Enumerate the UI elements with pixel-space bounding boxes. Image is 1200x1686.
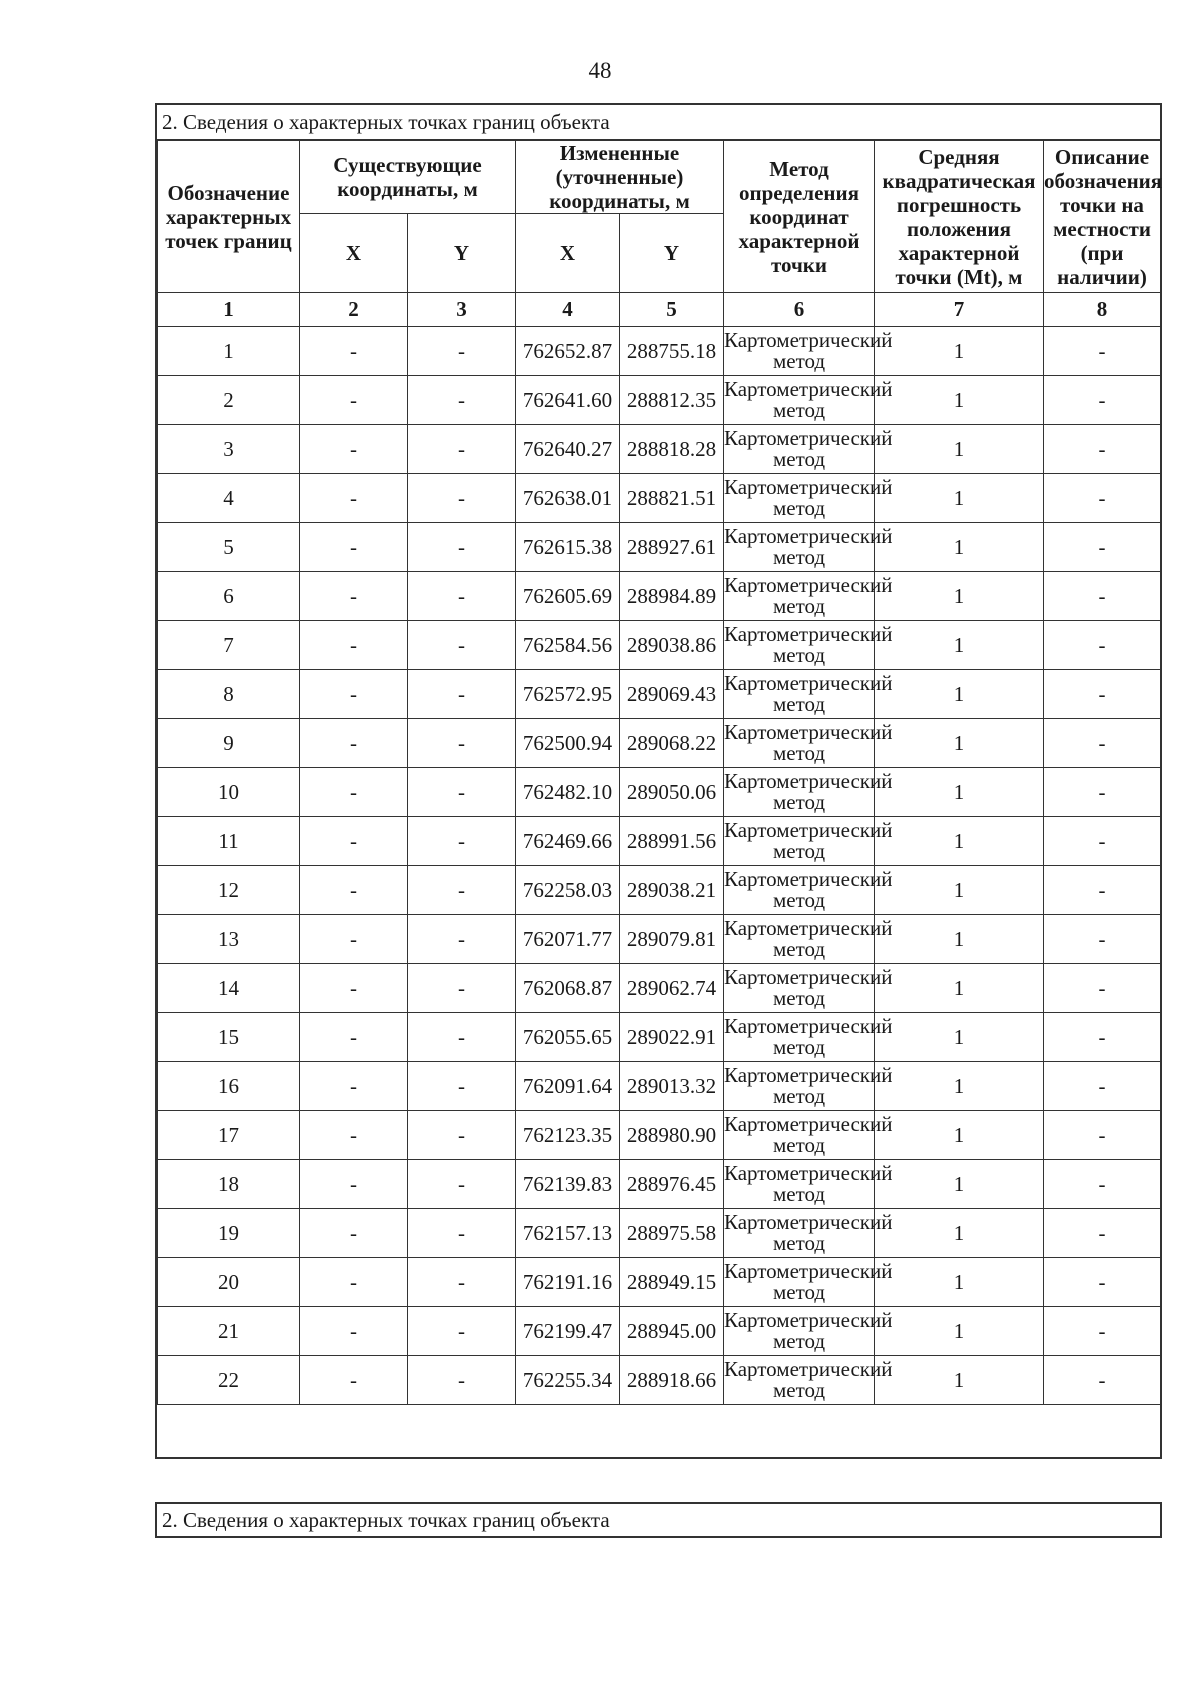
- point-id-cell: 16: [158, 1062, 300, 1111]
- error-cell: 1: [875, 670, 1044, 719]
- existing-y-cell: -: [408, 817, 516, 866]
- table-row: [158, 1307, 1161, 1356]
- existing-y-cell: -: [408, 1258, 516, 1307]
- existing-x-cell: -: [300, 572, 408, 621]
- changed-x-cell: 762139.83: [516, 1160, 620, 1209]
- existing-x-cell: -: [300, 1062, 408, 1111]
- page-number: 48: [588, 58, 612, 83]
- method-cell: Картометрический метод: [724, 621, 875, 670]
- header-description: Описание обозначения точки на местности (при наличии): [1044, 141, 1161, 293]
- description-cell: -: [1044, 621, 1161, 670]
- existing-x-cell: -: [300, 670, 408, 719]
- point-id-cell: 3: [158, 425, 300, 474]
- changed-y-cell: 288991.56: [620, 817, 724, 866]
- description-cell: -: [1044, 866, 1161, 915]
- points-table: [157, 140, 1161, 1405]
- method-cell: Картометрический метод: [724, 474, 875, 523]
- table-row: [158, 866, 1161, 915]
- existing-x-cell: -: [300, 621, 408, 670]
- existing-x-cell: -: [300, 474, 408, 523]
- column-number-row: [158, 293, 1161, 327]
- error-cell: 1: [875, 1356, 1044, 1405]
- point-id-cell: 2: [158, 376, 300, 425]
- existing-y-cell: -: [408, 866, 516, 915]
- description-cell: -: [1044, 915, 1161, 964]
- changed-y-cell: 288918.66: [620, 1356, 724, 1405]
- header-changed-y: Y: [620, 214, 724, 293]
- method-cell: Картометрический метод: [724, 964, 875, 1013]
- existing-x-cell: -: [300, 964, 408, 1013]
- changed-x-cell: 762641.60: [516, 376, 620, 425]
- existing-y-cell: -: [408, 425, 516, 474]
- error-cell: 1: [875, 474, 1044, 523]
- existing-y-cell: -: [408, 1013, 516, 1062]
- existing-x-cell: -: [300, 1160, 408, 1209]
- existing-x-cell: -: [300, 768, 408, 817]
- method-cell: Картометрический метод: [724, 1356, 875, 1405]
- changed-y-cell: 288755.18: [620, 327, 724, 376]
- changed-x-cell: 762199.47: [516, 1307, 620, 1356]
- error-cell: 1: [875, 817, 1044, 866]
- existing-y-cell: -: [408, 572, 516, 621]
- existing-y-cell: -: [408, 474, 516, 523]
- error-cell: 1: [875, 719, 1044, 768]
- column-number: 4: [516, 293, 620, 327]
- existing-x-cell: -: [300, 1013, 408, 1062]
- changed-y-cell: 288812.35: [620, 376, 724, 425]
- changed-x-cell: 762572.95: [516, 670, 620, 719]
- table-row: [158, 1111, 1161, 1160]
- changed-y-cell: 288927.61: [620, 523, 724, 572]
- existing-x-cell: -: [300, 425, 408, 474]
- table-row: [158, 474, 1161, 523]
- changed-y-cell: 288821.51: [620, 474, 724, 523]
- point-id-cell: 1: [158, 327, 300, 376]
- changed-y-cell: 288949.15: [620, 1258, 724, 1307]
- point-id-cell: 5: [158, 523, 300, 572]
- table-row: [158, 915, 1161, 964]
- changed-x-cell: 762055.65: [516, 1013, 620, 1062]
- changed-x-cell: 762605.69: [516, 572, 620, 621]
- changed-x-cell: 762191.16: [516, 1258, 620, 1307]
- changed-x-cell: 762469.66: [516, 817, 620, 866]
- method-cell: Картометрический метод: [724, 425, 875, 474]
- column-number: 5: [620, 293, 724, 327]
- column-number: 3: [408, 293, 516, 327]
- description-cell: -: [1044, 1209, 1161, 1258]
- point-id-cell: 17: [158, 1111, 300, 1160]
- points-table-body: [158, 327, 1161, 1405]
- existing-x-cell: -: [300, 719, 408, 768]
- table-row: [158, 1209, 1161, 1258]
- changed-x-cell: 762640.27: [516, 425, 620, 474]
- point-id-cell: 21: [158, 1307, 300, 1356]
- table-row: [158, 572, 1161, 621]
- point-id-cell: 19: [158, 1209, 300, 1258]
- table-row: [158, 719, 1161, 768]
- error-cell: 1: [875, 866, 1044, 915]
- method-cell: Картометрический метод: [724, 1160, 875, 1209]
- method-cell: Картометрический метод: [724, 817, 875, 866]
- point-id-cell: 11: [158, 817, 300, 866]
- changed-y-cell: 289038.21: [620, 866, 724, 915]
- existing-x-cell: -: [300, 376, 408, 425]
- table-row: [158, 621, 1161, 670]
- header-existing-x: X: [300, 214, 408, 293]
- point-id-cell: 15: [158, 1013, 300, 1062]
- existing-x-cell: -: [300, 523, 408, 572]
- point-id-cell: 7: [158, 621, 300, 670]
- column-number: 6: [724, 293, 875, 327]
- description-cell: -: [1044, 964, 1161, 1013]
- error-cell: 1: [875, 1111, 1044, 1160]
- existing-x-cell: -: [300, 915, 408, 964]
- table-row: [158, 1160, 1161, 1209]
- changed-x-cell: 762584.56: [516, 621, 620, 670]
- point-id-cell: 10: [158, 768, 300, 817]
- existing-y-cell: -: [408, 915, 516, 964]
- existing-x-cell: -: [300, 1356, 408, 1405]
- header-designation: Обозначение характерных точек границ: [158, 141, 300, 293]
- changed-y-cell: 289022.91: [620, 1013, 724, 1062]
- table-row: [158, 768, 1161, 817]
- error-cell: 1: [875, 621, 1044, 670]
- changed-y-cell: 288976.45: [620, 1160, 724, 1209]
- error-cell: 1: [875, 1013, 1044, 1062]
- existing-x-cell: -: [300, 1307, 408, 1356]
- existing-y-cell: -: [408, 327, 516, 376]
- method-cell: Картометрический метод: [724, 376, 875, 425]
- existing-x-cell: -: [300, 866, 408, 915]
- method-cell: Картометрический метод: [724, 1258, 875, 1307]
- header-changed-x: X: [516, 214, 620, 293]
- changed-x-cell: 762091.64: [516, 1062, 620, 1111]
- header-existing-y: Y: [408, 214, 516, 293]
- method-cell: Картометрический метод: [724, 1111, 875, 1160]
- method-cell: Картометрический метод: [724, 523, 875, 572]
- table-row: [158, 1013, 1161, 1062]
- changed-y-cell: 288975.58: [620, 1209, 724, 1258]
- method-cell: Картометрический метод: [724, 670, 875, 719]
- changed-x-cell: 762071.77: [516, 915, 620, 964]
- description-cell: -: [1044, 719, 1161, 768]
- changed-x-cell: 762157.13: [516, 1209, 620, 1258]
- changed-x-cell: 762255.34: [516, 1356, 620, 1405]
- error-cell: 1: [875, 964, 1044, 1013]
- description-cell: -: [1044, 1062, 1161, 1111]
- changed-y-cell: 288818.28: [620, 425, 724, 474]
- existing-y-cell: -: [408, 1209, 516, 1258]
- point-id-cell: 4: [158, 474, 300, 523]
- existing-x-cell: -: [300, 817, 408, 866]
- description-cell: -: [1044, 1013, 1161, 1062]
- next-section: [155, 1502, 1162, 1538]
- changed-x-cell: 762500.94: [516, 719, 620, 768]
- changed-y-cell: 289038.86: [620, 621, 724, 670]
- description-cell: -: [1044, 474, 1161, 523]
- section-title: 2. Сведения о характерных точках границ объекта: [157, 105, 1160, 140]
- description-cell: -: [1044, 425, 1161, 474]
- method-cell: Картометрический метод: [724, 1307, 875, 1356]
- existing-x-cell: -: [300, 1209, 408, 1258]
- error-cell: 1: [875, 1062, 1044, 1111]
- existing-y-cell: -: [408, 964, 516, 1013]
- method-cell: Картометрический метод: [724, 768, 875, 817]
- method-cell: Картометрический метод: [724, 1062, 875, 1111]
- point-id-cell: 14: [158, 964, 300, 1013]
- description-cell: -: [1044, 1111, 1161, 1160]
- changed-y-cell: 289062.74: [620, 964, 724, 1013]
- existing-y-cell: -: [408, 768, 516, 817]
- changed-x-cell: 762258.03: [516, 866, 620, 915]
- changed-x-cell: 762615.38: [516, 523, 620, 572]
- existing-y-cell: -: [408, 376, 516, 425]
- table-row: [158, 1062, 1161, 1111]
- existing-x-cell: -: [300, 327, 408, 376]
- description-cell: -: [1044, 572, 1161, 621]
- description-cell: -: [1044, 670, 1161, 719]
- method-cell: Картометрический метод: [724, 915, 875, 964]
- description-cell: -: [1044, 327, 1161, 376]
- changed-x-cell: 762068.87: [516, 964, 620, 1013]
- column-number: 8: [1044, 293, 1161, 327]
- table-row: [158, 670, 1161, 719]
- point-id-cell: 20: [158, 1258, 300, 1307]
- existing-y-cell: -: [408, 1160, 516, 1209]
- method-cell: Картометрический метод: [724, 327, 875, 376]
- error-cell: 1: [875, 1307, 1044, 1356]
- table-row: [158, 964, 1161, 1013]
- column-number: 1: [158, 293, 300, 327]
- changed-x-cell: 762482.10: [516, 768, 620, 817]
- existing-y-cell: -: [408, 1356, 516, 1405]
- point-id-cell: 9: [158, 719, 300, 768]
- existing-y-cell: -: [408, 1307, 516, 1356]
- description-cell: -: [1044, 1307, 1161, 1356]
- error-cell: 1: [875, 572, 1044, 621]
- error-cell: 1: [875, 376, 1044, 425]
- changed-y-cell: 289079.81: [620, 915, 724, 964]
- method-cell: Картометрический метод: [724, 1209, 875, 1258]
- error-cell: 1: [875, 1258, 1044, 1307]
- existing-x-cell: -: [300, 1111, 408, 1160]
- existing-y-cell: -: [408, 1111, 516, 1160]
- method-cell: Картометрический метод: [724, 572, 875, 621]
- description-cell: -: [1044, 768, 1161, 817]
- error-cell: 1: [875, 915, 1044, 964]
- description-cell: -: [1044, 1258, 1161, 1307]
- point-id-cell: 13: [158, 915, 300, 964]
- existing-y-cell: -: [408, 670, 516, 719]
- table-row: [158, 425, 1161, 474]
- changed-y-cell: 288984.89: [620, 572, 724, 621]
- error-cell: 1: [875, 768, 1044, 817]
- method-cell: Картометрический метод: [724, 1013, 875, 1062]
- description-cell: -: [1044, 1356, 1161, 1405]
- table-row: [158, 376, 1161, 425]
- changed-y-cell: 289069.43: [620, 670, 724, 719]
- existing-y-cell: -: [408, 523, 516, 572]
- header-error: Средняя квадратическая погрешность положения характерной точки (Mt), м: [875, 141, 1044, 293]
- description-cell: -: [1044, 376, 1161, 425]
- existing-x-cell: -: [300, 1258, 408, 1307]
- changed-x-cell: 762638.01: [516, 474, 620, 523]
- table-row: [158, 817, 1161, 866]
- changed-x-cell: 762652.87: [516, 327, 620, 376]
- table-row: [158, 327, 1161, 376]
- existing-y-cell: -: [408, 719, 516, 768]
- column-number: 7: [875, 293, 1044, 327]
- table-row: [158, 1356, 1161, 1405]
- method-cell: Картометрический метод: [724, 719, 875, 768]
- description-cell: -: [1044, 1160, 1161, 1209]
- changed-y-cell: 289050.06: [620, 768, 724, 817]
- description-cell: -: [1044, 523, 1161, 572]
- table-row: [158, 523, 1161, 572]
- header-existing: Существующие координаты, м: [300, 141, 516, 214]
- existing-y-cell: -: [408, 1062, 516, 1111]
- points-section: [155, 103, 1162, 1459]
- error-cell: 1: [875, 1160, 1044, 1209]
- header-method: Метод определения координат характерной точки: [724, 141, 875, 293]
- existing-y-cell: -: [408, 621, 516, 670]
- error-cell: 1: [875, 425, 1044, 474]
- changed-x-cell: 762123.35: [516, 1111, 620, 1160]
- point-id-cell: 6: [158, 572, 300, 621]
- error-cell: 1: [875, 523, 1044, 572]
- point-id-cell: 22: [158, 1356, 300, 1405]
- point-id-cell: 12: [158, 866, 300, 915]
- method-cell: Картометрический метод: [724, 866, 875, 915]
- next-section-title: 2. Сведения о характерных точках границ объекта: [162, 1508, 610, 1532]
- description-cell: -: [1044, 817, 1161, 866]
- table-row: [158, 1258, 1161, 1307]
- changed-y-cell: 289013.32: [620, 1062, 724, 1111]
- error-cell: 1: [875, 1209, 1044, 1258]
- error-cell: 1: [875, 327, 1044, 376]
- changed-y-cell: 288980.90: [620, 1111, 724, 1160]
- point-id-cell: 8: [158, 670, 300, 719]
- point-id-cell: 18: [158, 1160, 300, 1209]
- changed-y-cell: 288945.00: [620, 1307, 724, 1356]
- column-number: 2: [300, 293, 408, 327]
- header-changed: Измененные (уточненные) координаты, м: [516, 141, 724, 214]
- changed-y-cell: 289068.22: [620, 719, 724, 768]
